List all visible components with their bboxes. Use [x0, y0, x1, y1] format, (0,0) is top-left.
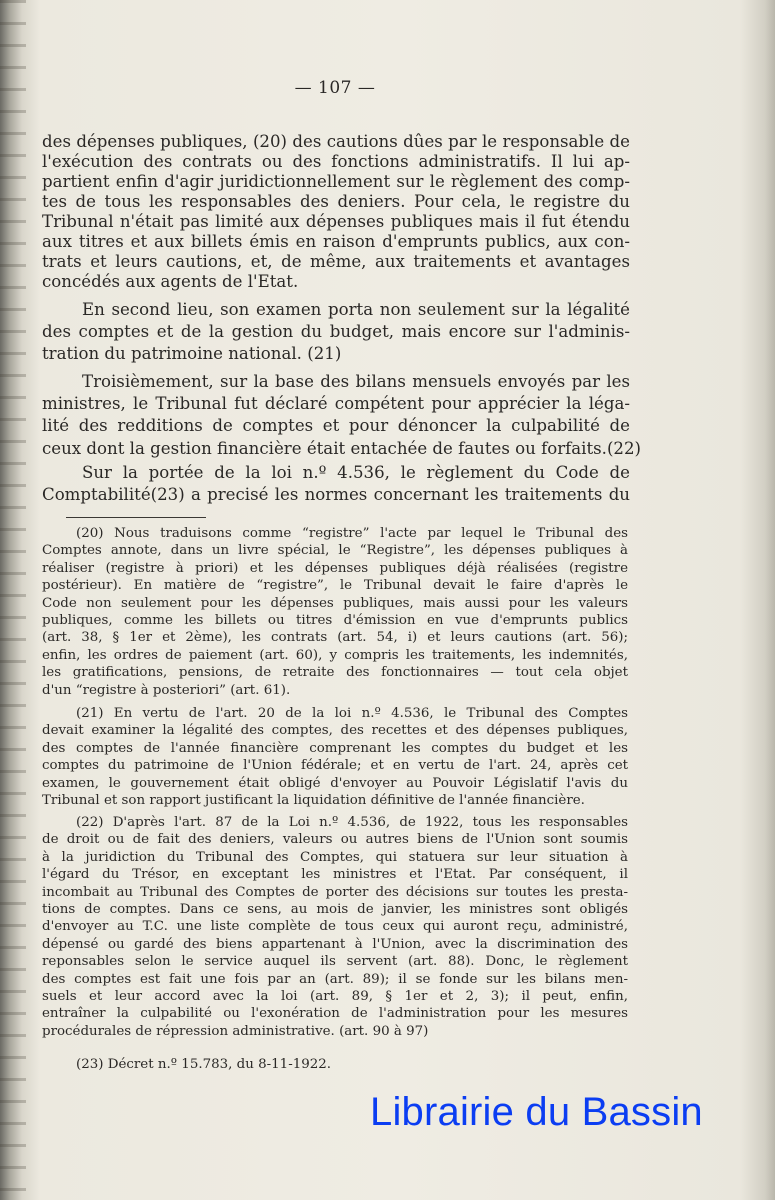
text-line: Comptabilité(23) a precisé les normes concernant les traitements du	[42, 485, 630, 505]
text-line: comptes du patrimoine de l'Union fédérale; et en vertu de l'art. 24, après cet	[42, 758, 628, 774]
text-line: (20) Nous traduisons comme “registre” l'acte par lequel le Tribunal des	[76, 526, 628, 541]
footnote-20	[42, 525, 628, 699]
text-line: devait examiner la légalité des comptes, des recettes et des dépenses publiques,	[42, 723, 628, 739]
text-line: trats et leurs cautions, et, de même, aux traitements et avantages	[42, 252, 630, 271]
text-line: les gratifications, pensions, de retraite des fonctionnaires — tout cela objet	[42, 665, 628, 681]
text-line: (23) Décret n.º 15.783, du 8-11-1922.	[76, 1057, 332, 1072]
text-line: l'exécution des contrats ou des fonctions administratifs. Il lui ap-	[42, 152, 630, 171]
adjacent-page-spine	[0, 0, 26, 1200]
text-line: d'un “registre à posteriori” (art. 61).	[42, 682, 291, 698]
text-line: (art. 38, § 1er et 2ème), les contrats (art. 54, i) et leurs cautions (art. 56);	[42, 630, 628, 646]
text-line: ceux dont la gestion financière était entachée de fautes ou forfaits.(22)	[42, 438, 642, 458]
paragraph-4	[42, 462, 630, 506]
text-line: Sur la portée de la loi n.º 4.536, le règlement du Code de	[82, 463, 630, 482]
text-line: Troisièmement, sur la base des bilans mensuels envoyés par les	[82, 372, 630, 391]
page-number: — 107 —	[294, 78, 376, 98]
text-line: (21) En vertu de l'art. 20 de la loi n.º 4.536, le Tribunal des Comptes	[76, 706, 628, 721]
text-line: des comptes de l'année financière comprenant les comptes du budget et les	[42, 740, 628, 756]
text-line: suels et leur accord avec la loi (art. 89, § 1er et 2, 3); il peut, enfin,	[42, 988, 628, 1004]
text-line: ministres, le Tribunal fut déclaré compétent pour apprécier la léga-	[42, 394, 630, 414]
text-line: lité des redditions de comptes et pour dénoncer la culpabilité de	[42, 416, 630, 436]
text-line: tes de tous les responsables des deniers. Pour cela, le registre du	[42, 192, 630, 211]
text-line: En second lieu, son examen porta non seulement sur la légalité	[82, 300, 630, 319]
watermark-logo: Librairie du Bassin	[370, 1090, 703, 1134]
text-line: d'envoyer au T.C. une liste complète de tous ceux qui auront reçu, administré,	[42, 919, 628, 935]
text-line: de droit ou de fait des deniers, valeurs ou autres biens de l'Union sont soumis	[42, 832, 628, 848]
paragraph-2	[42, 299, 630, 366]
text-line: tration du patrimoine national. (21)	[42, 344, 342, 364]
text-line: des comptes est fait une fois par an (art. 89); il se fonde sur les bilans men-	[42, 971, 628, 987]
footnote-separator	[66, 517, 206, 518]
text-line: des dépenses publiques, (20) des cautions dûes par le responsable de	[42, 132, 630, 151]
text-line: examen, le gouvernement était obligé d'envoyer au Pouvoir Législatif l'avis du	[42, 775, 628, 791]
text-line: incombait au Tribunal des Comptes de porter des décisions sur toutes les presta-	[42, 884, 628, 900]
text-line: (22) D'après l'art. 87 de la Loi n.º 4.536, de 1922, tous les responsables	[76, 815, 628, 830]
text-line: postérieur). En matière de “registre”, le Tribunal devait le faire d'après le	[42, 578, 628, 594]
text-line: Comptes annote, dans un livre spécial, le “Registre”, les dépenses publiques à	[42, 543, 628, 559]
text-line: à la juridiction du Tribunal des Comptes, qui statuera sur leur situation à	[42, 849, 628, 865]
text-line: réaliser (registre à priori) et les dépenses publiques déjà réalisées (registre	[42, 560, 628, 576]
text-line: concédés aux agents de l'Etat.	[42, 272, 299, 291]
text-line: Code non seulement pour les dépenses publiques, mais aussi pour les valeurs	[42, 595, 628, 611]
text-line: Tribunal n'était pas limité aux dépenses publiques mais il fut étendu	[42, 212, 630, 231]
footnote-21	[42, 705, 628, 809]
text-line: l'égard du Trésor, en exceptant les ministres et l'Etat. Par conséquent, il	[42, 867, 628, 883]
text-line: publiques, comme les billets ou titres d'émission en vue d'emprunts publics	[42, 612, 628, 628]
paragraph-1	[42, 132, 630, 292]
text-line: entraîner la culpabilité ou l'exonération de l'administration pour les mesures	[42, 1006, 628, 1022]
footnote-22	[42, 814, 628, 1040]
text-line: aux titres et aux billets émis en raison d'emprunts publics, aux con-	[42, 232, 630, 251]
text-line: Tribunal et son rapport justificant la liquidation définitive de l'année financière.	[42, 792, 585, 808]
text-line: reponsables selon le service auquel ils servent (art. 88). Donc, le règlement	[42, 954, 628, 970]
text-line: partient enfin d'agir juridictionnellement sur le règlement des comp-	[42, 172, 630, 191]
text-line: enfin, les ordres de paiement (art. 60), y compris les traitements, les indemnités,	[42, 647, 628, 663]
text-line: des comptes et de la gestion du budget, mais encore sur l'adminis-	[42, 322, 630, 342]
text-line: tions de comptes. Dans ce sens, au mois de janvier, les ministres sont obligés	[42, 901, 628, 917]
paragraph-3	[42, 371, 642, 460]
text-line: procédurales de répression administrative. (art. 90 à 97)	[42, 1023, 429, 1039]
footnote-23	[42, 1056, 628, 1073]
text-line: dépensé ou gardé des biens appartenant à l'Union, avec la discrimination des	[42, 936, 628, 952]
